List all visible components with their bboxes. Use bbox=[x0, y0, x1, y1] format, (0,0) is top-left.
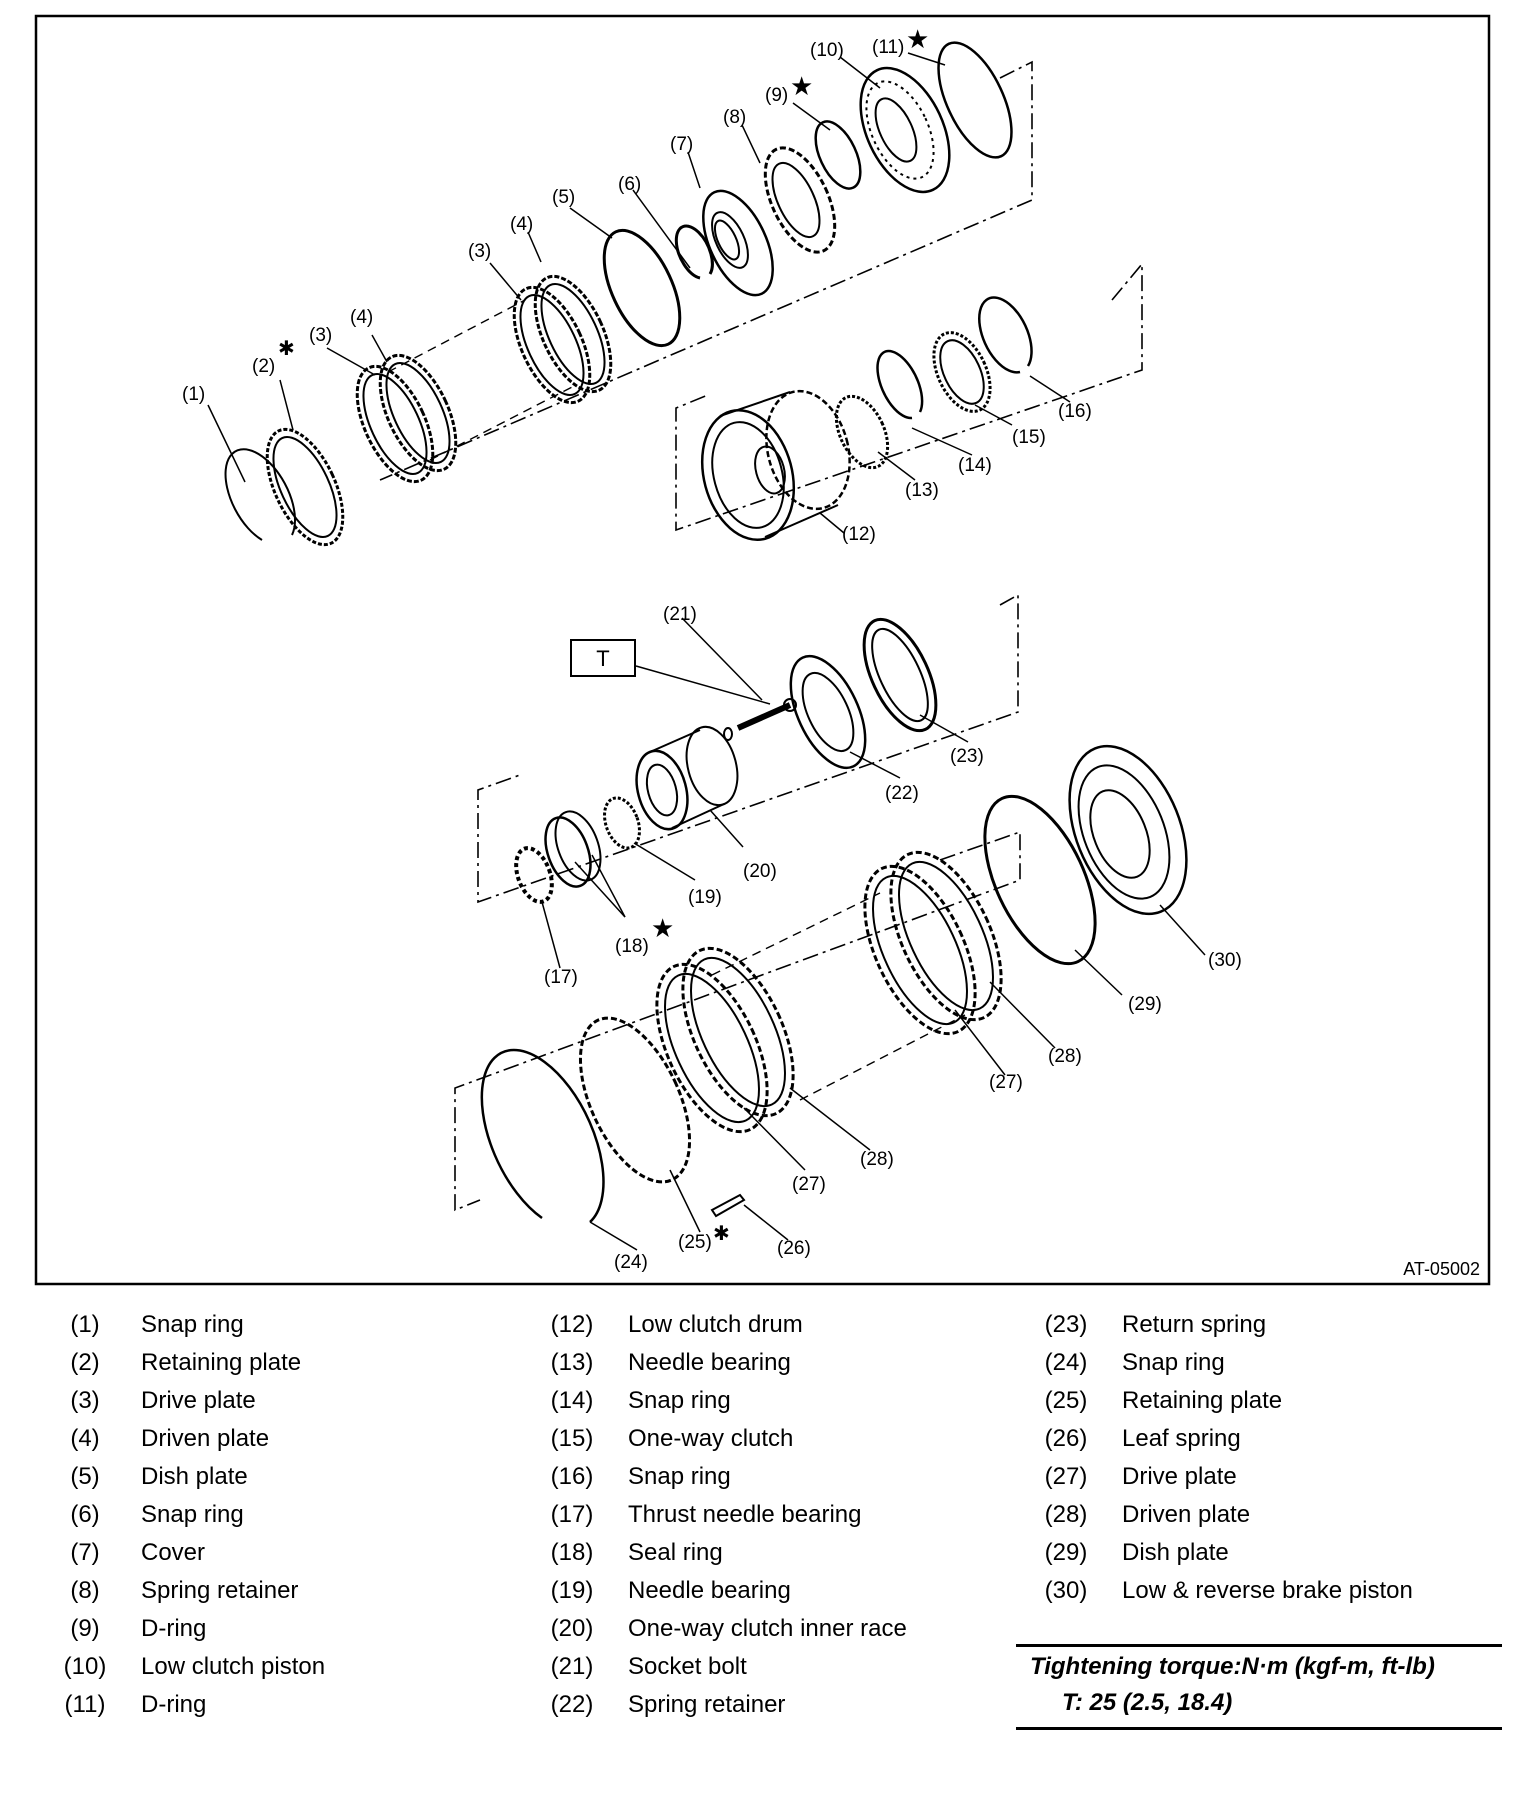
legend-row bbox=[45, 1572, 515, 1610]
callout-28b: (28) bbox=[1048, 1046, 1082, 1067]
legend-num: (17) bbox=[550, 1501, 594, 1528]
legend-row bbox=[1026, 1306, 1496, 1344]
callout-23: (23) bbox=[950, 746, 984, 767]
legend-name: Cover bbox=[141, 1539, 206, 1566]
legend-name: Snap ring bbox=[141, 1501, 244, 1528]
legend-row bbox=[45, 1344, 515, 1382]
callout-18: (18) bbox=[615, 936, 649, 957]
legend-name: Driven plate bbox=[141, 1425, 270, 1452]
callout-10: (10) bbox=[810, 40, 844, 61]
torque-title: Tightening torque:N·m (kgf-m, ft-lb) bbox=[1030, 1653, 1435, 1680]
legend-name: Low clutch piston bbox=[141, 1653, 326, 1680]
callout-26: (26) bbox=[777, 1238, 811, 1259]
torque-box bbox=[1016, 1644, 1502, 1730]
part-23-return-spring bbox=[849, 609, 950, 741]
part-12-low-clutch-drum bbox=[688, 382, 862, 550]
callout-15: (15) bbox=[1012, 427, 1046, 448]
legend-row bbox=[45, 1686, 515, 1724]
asterisk-mark-2: ✱ bbox=[278, 338, 295, 360]
legend-row bbox=[532, 1648, 1002, 1686]
torque-spec: T: 25 (2.5, 18.4) bbox=[1062, 1689, 1233, 1716]
legend-num: (13) bbox=[550, 1349, 594, 1376]
group-outlines bbox=[380, 62, 1142, 1210]
legend-row bbox=[45, 1496, 515, 1534]
legend-name: Retaining plate bbox=[141, 1349, 302, 1376]
part-24-snap-ring bbox=[482, 1050, 604, 1222]
legend-name: Drive plate bbox=[1122, 1463, 1237, 1490]
legend-num: (30) bbox=[1044, 1577, 1088, 1604]
part-26-leaf-spring bbox=[712, 1195, 744, 1216]
legend-num: (22) bbox=[550, 1691, 594, 1718]
legend-row bbox=[532, 1686, 1002, 1724]
callout-5: (5) bbox=[552, 187, 576, 208]
legend-name: Needle bearing bbox=[628, 1349, 791, 1376]
legend-num: (5) bbox=[70, 1463, 100, 1490]
legend-row bbox=[45, 1382, 515, 1420]
callout-12: (12) bbox=[842, 524, 876, 545]
callout-14: (14) bbox=[958, 455, 992, 476]
legend-num: (23) bbox=[1044, 1311, 1088, 1338]
legend-row bbox=[45, 1306, 515, 1344]
outline-piston-group bbox=[380, 62, 1032, 480]
legend-name: D-ring bbox=[141, 1615, 207, 1642]
callout-2: (2) bbox=[252, 356, 276, 377]
callout-4b: (4) bbox=[510, 214, 534, 235]
callout-8: (8) bbox=[723, 107, 747, 128]
callout-22: (22) bbox=[885, 783, 919, 804]
legend-num: (2) bbox=[70, 1349, 100, 1376]
callout-25: (25) bbox=[678, 1232, 712, 1253]
legend-num: (8) bbox=[70, 1577, 100, 1604]
legend-num: (29) bbox=[1044, 1539, 1088, 1566]
legend-row bbox=[1026, 1458, 1496, 1496]
legend-name: Dish plate bbox=[1122, 1539, 1229, 1566]
legend-name: Leaf spring bbox=[1122, 1425, 1241, 1452]
callout-27b: (27) bbox=[989, 1072, 1023, 1093]
legend-num: (15) bbox=[550, 1425, 594, 1452]
parts-legend bbox=[0, 1306, 1536, 1736]
legend-name: Socket bolt bbox=[628, 1653, 747, 1680]
legend-name: Return spring bbox=[1122, 1311, 1267, 1338]
legend-num: (20) bbox=[550, 1615, 594, 1642]
callout-19: (19) bbox=[688, 887, 722, 908]
legend-name: One-way clutch bbox=[628, 1425, 794, 1452]
callout-13: (13) bbox=[905, 480, 939, 501]
callout-3a: (3) bbox=[309, 325, 333, 346]
legend-row bbox=[1026, 1572, 1496, 1610]
part-16-snap-ring bbox=[979, 298, 1031, 373]
legend-name: Low clutch drum bbox=[628, 1311, 803, 1338]
legend-name: Spring retainer bbox=[628, 1691, 786, 1718]
legend-num: (10) bbox=[63, 1653, 107, 1680]
legend-num: (28) bbox=[1044, 1501, 1088, 1528]
legend-num: (7) bbox=[70, 1539, 100, 1566]
callout-3b: (3) bbox=[468, 241, 492, 262]
callout-30: (30) bbox=[1208, 950, 1242, 971]
part-14-snap-ring bbox=[877, 351, 922, 418]
part-6-snap-ring bbox=[676, 226, 712, 278]
legend-num: (4) bbox=[70, 1425, 100, 1452]
part-9-d-ring bbox=[806, 115, 869, 195]
callout-17: (17) bbox=[544, 967, 578, 988]
legend-num: (9) bbox=[70, 1615, 100, 1642]
diagram-frame bbox=[36, 16, 1489, 1284]
callout-11: (11) bbox=[872, 37, 905, 58]
part-11-d-ring bbox=[923, 32, 1026, 168]
callout-27a: (27) bbox=[792, 1174, 826, 1195]
legend-name: Snap ring bbox=[628, 1387, 731, 1414]
legend-num: (3) bbox=[70, 1387, 100, 1414]
figure-code: AT-05002 bbox=[1403, 1259, 1480, 1279]
part-27-28-plates-left bbox=[634, 932, 816, 1148]
legend-row bbox=[532, 1572, 1002, 1610]
legend-row bbox=[532, 1458, 1002, 1496]
legend-num: (14) bbox=[550, 1387, 594, 1414]
callout-21: (21) bbox=[663, 604, 697, 625]
legend-row bbox=[45, 1420, 515, 1458]
legend-num: (11) bbox=[64, 1691, 106, 1718]
part-30-brake-piston bbox=[1047, 729, 1209, 931]
legend-row bbox=[1026, 1534, 1496, 1572]
legend-num: (19) bbox=[550, 1577, 594, 1604]
legend-num: (6) bbox=[70, 1501, 100, 1528]
legend-num: (21) bbox=[550, 1653, 594, 1680]
legend-row bbox=[532, 1534, 1002, 1572]
callout-9: (9) bbox=[765, 85, 789, 106]
legend-row bbox=[1026, 1496, 1496, 1534]
legend-row bbox=[532, 1420, 1002, 1458]
legend-num: (27) bbox=[1044, 1463, 1088, 1490]
legend-name: Seal ring bbox=[628, 1539, 723, 1566]
legend-row bbox=[1026, 1344, 1496, 1382]
legend-name: Drive plate bbox=[141, 1387, 256, 1414]
star-mark-9: ★ bbox=[790, 71, 814, 101]
part-29-dish-plate bbox=[962, 780, 1118, 980]
callout-16: (16) bbox=[1058, 401, 1092, 422]
outline-race-group bbox=[478, 595, 1018, 902]
part-19-needle-bearing bbox=[598, 793, 646, 853]
legend-num: (24) bbox=[1044, 1349, 1088, 1376]
callout-29: (29) bbox=[1128, 994, 1162, 1015]
legend-row bbox=[1026, 1420, 1496, 1458]
legend-name: Snap ring bbox=[1122, 1349, 1225, 1376]
legend-num: (25) bbox=[1044, 1387, 1088, 1414]
part-17-thrust-bearing bbox=[509, 843, 558, 907]
asterisk-mark-25: ✱ bbox=[713, 1223, 730, 1245]
legend-row bbox=[532, 1382, 1002, 1420]
legend-name: D-ring bbox=[141, 1691, 207, 1718]
legend-name: Dish plate bbox=[141, 1463, 248, 1490]
legend-row bbox=[532, 1344, 1002, 1382]
part-7-cover bbox=[689, 180, 787, 305]
legend-row bbox=[45, 1648, 515, 1686]
part-20-inner-race bbox=[628, 721, 745, 835]
legend-num: (26) bbox=[1044, 1425, 1088, 1452]
legend-row bbox=[532, 1306, 1002, 1344]
legend-name: Driven plate bbox=[1122, 1501, 1251, 1528]
tool-box-label: T bbox=[596, 646, 610, 671]
legend-num: (16) bbox=[550, 1463, 594, 1490]
legend-row bbox=[45, 1610, 515, 1648]
legend-row bbox=[532, 1496, 1002, 1534]
callout-4a: (4) bbox=[350, 307, 374, 328]
legend-name: Low & reverse brake piston bbox=[1122, 1577, 1413, 1604]
part-2-retaining-plate bbox=[252, 418, 359, 556]
legend-row bbox=[45, 1534, 515, 1572]
part-27-28-plates-right bbox=[842, 836, 1024, 1050]
part-3-4-plates-right bbox=[499, 265, 627, 414]
legend-name: Snap ring bbox=[141, 1311, 244, 1338]
part-15-one-way-clutch bbox=[922, 324, 1001, 420]
part-8-spring-retainer bbox=[751, 137, 849, 262]
legend-row bbox=[45, 1458, 515, 1496]
tool-leader bbox=[636, 666, 770, 704]
legend-row bbox=[1026, 1382, 1496, 1420]
callout-6: (6) bbox=[618, 174, 642, 195]
callout-7: (7) bbox=[670, 134, 694, 155]
legend-num: (18) bbox=[550, 1539, 594, 1566]
leader-lines bbox=[208, 53, 1205, 1250]
legend-name: Spring retainer bbox=[141, 1577, 299, 1604]
legend-num: (12) bbox=[550, 1311, 594, 1338]
callout-24: (24) bbox=[614, 1252, 648, 1273]
star-mark-11: ★ bbox=[906, 24, 930, 54]
part-10-low-clutch-piston bbox=[843, 54, 968, 206]
callout-28a: (28) bbox=[860, 1149, 894, 1170]
callout-20: (20) bbox=[743, 861, 777, 882]
legend-num: (1) bbox=[70, 1311, 100, 1338]
legend-name: Thrust needle bearing bbox=[628, 1501, 862, 1528]
part-18-seal-rings bbox=[537, 805, 609, 892]
star-mark-18: ★ bbox=[651, 913, 675, 943]
legend-name: Retaining plate bbox=[1122, 1387, 1283, 1414]
callout-1: (1) bbox=[182, 384, 206, 405]
legend-name: Snap ring bbox=[628, 1463, 731, 1490]
legend-name: One-way clutch inner race bbox=[628, 1615, 907, 1642]
legend-name: Needle bearing bbox=[628, 1577, 791, 1604]
legend-row bbox=[532, 1610, 1002, 1648]
